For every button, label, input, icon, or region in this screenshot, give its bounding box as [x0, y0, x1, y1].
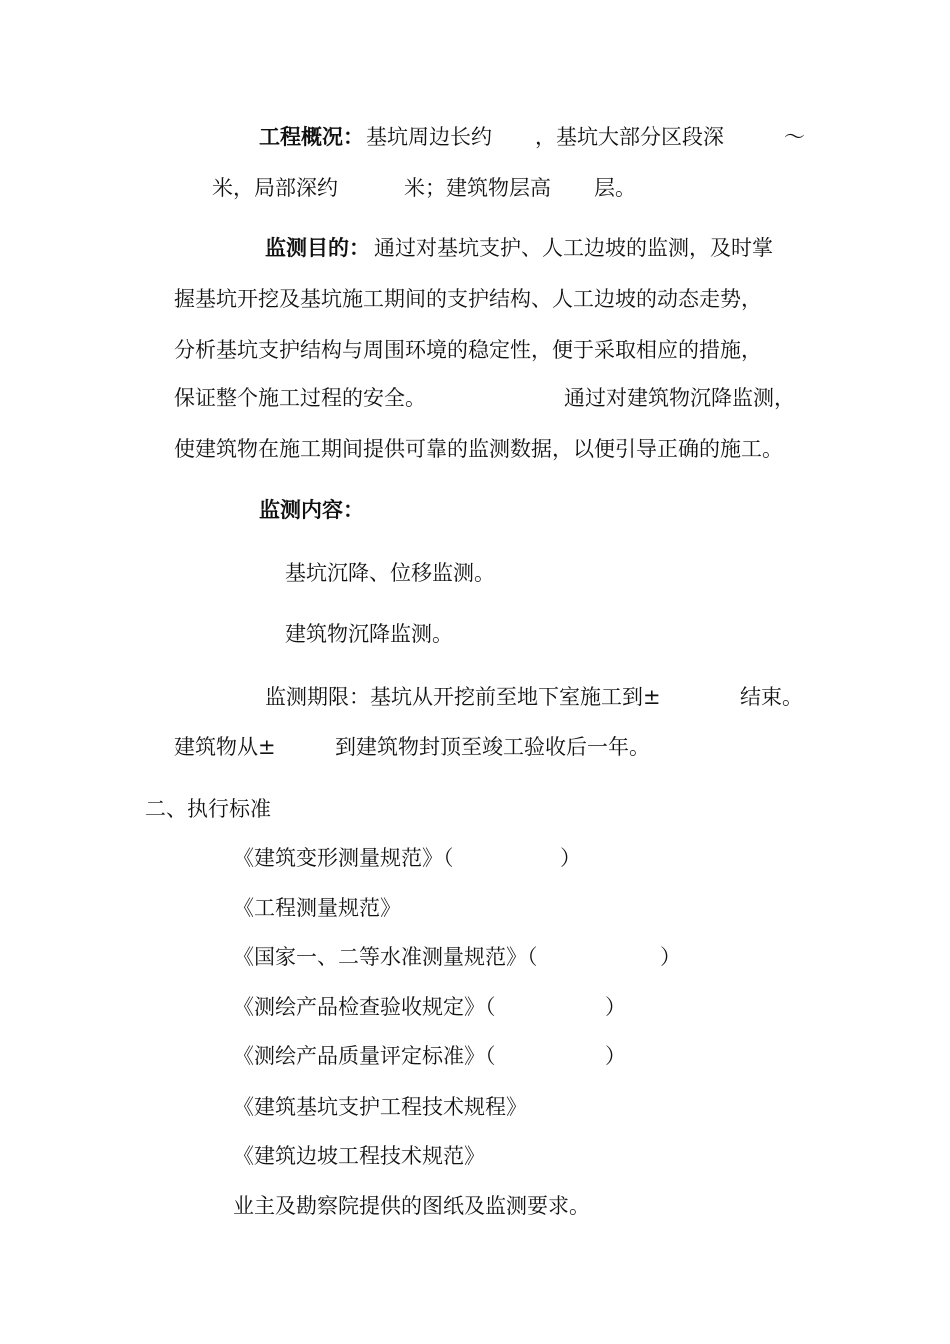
standard-item-close: ）: [605, 1044, 626, 1068]
purpose-text: 使建筑物在施工期间提供可靠的监测数据，以便引导正确的施工。: [174, 437, 783, 461]
overview-text: ，基坑大部分区段深: [535, 125, 724, 149]
standard-item: 《测绘产品检查验收规定》（: [233, 995, 496, 1019]
purpose-text: 通过对建筑物沉降监测，: [564, 386, 795, 410]
purpose-label: 监测目的：: [265, 236, 370, 260]
period-text: 监测期限：基坑从开挖前至地下室施工到±: [265, 685, 661, 709]
standard-item: 《建筑变形测量规范》（: [233, 846, 454, 870]
standard-item: 《建筑边坡工程技术规范》: [233, 1144, 485, 1168]
standard-item: 《测绘产品质量评定标准》（: [233, 1044, 496, 1068]
purpose-text: 通过对基坑支护、人工边坡的监测，及时掌: [374, 236, 773, 260]
overview-text: 层。: [594, 176, 636, 200]
standard-item-close: ）: [605, 995, 626, 1019]
standards-closing: 业主及勘察院提供的图纸及监测要求。: [233, 1194, 590, 1218]
content-item: 建筑物沉降监测。: [285, 622, 453, 646]
standard-item: 《国家一、二等水准测量规范》（: [233, 945, 538, 969]
purpose-text: 握基坑开挖及基坑施工期间的支护结构、人工边坡的动态走势，: [174, 287, 762, 311]
period-text: 建筑物从±: [174, 735, 276, 759]
content-label: 监测内容：: [259, 498, 364, 522]
purpose-text: 分析基坑支护结构与周围环境的稳定性，便于采取相应的措施，: [174, 338, 762, 362]
period-text: 结束。: [740, 685, 803, 709]
standard-item-close: ）: [660, 945, 681, 969]
purpose-text: 保证整个施工过程的安全。: [174, 386, 426, 410]
content-item: 基坑沉降、位移监测。: [285, 561, 495, 585]
overview-text: 基坑周边长约: [366, 125, 492, 149]
overview-tilde: ～: [784, 125, 805, 149]
overview-label: 工程概况：: [259, 125, 364, 149]
standard-item: 《工程测量规范》: [233, 896, 401, 920]
standard-item-close: ）: [560, 846, 581, 870]
period-text: 到建筑物封顶至竣工验收后一年。: [335, 735, 650, 759]
overview-text: 米；建筑物层高: [404, 176, 551, 200]
overview-text: 米，局部深约: [212, 176, 338, 200]
standards-heading: 二、执行标准: [145, 797, 271, 821]
standard-item: 《建筑基坑支护工程技术规程》: [233, 1095, 527, 1119]
